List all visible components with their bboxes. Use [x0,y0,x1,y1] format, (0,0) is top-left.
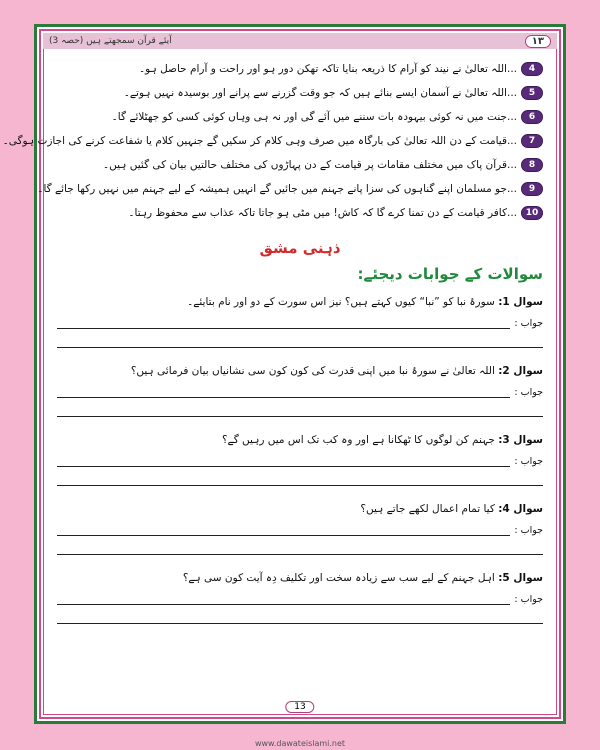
question-label: سوال 4: [498,503,543,515]
item-text: ...جنت میں نہ کوئی بیہودہ بات سننے میں آئے گی اور نہ ہی وہاں کوئی کسی کو جھٹلائے گا۔ [111,111,517,123]
question-text: اللہ تعالیٰ نے سورۂ نبا میں اپنی قدرت کی کون کون سی نشانیاں بیان فرمائی ہیں؟ [130,365,495,377]
answer-rule[interactable] [57,593,510,605]
item-text: ...کافر قیامت کے دن تمنا کرے گا کہ کاش! میں مٹی ہو جاتا تاکہ عذاب سے محفوظ رہتا۔ [128,207,517,219]
item-number-badge: 7 [521,134,543,148]
header-title: آیئے قرآن سمجھتے ہیں (حصہ 3) [49,36,172,46]
item-number-badge: 10 [521,206,543,220]
answer-line[interactable] [57,449,543,467]
item-number-badge: 6 [521,110,543,124]
list-item [57,57,543,81]
answers-heading: سوالات کے جوابات دیجئے: [357,265,543,283]
list-item [2,129,543,153]
page-header [43,33,557,49]
answer-rule[interactable] [57,524,510,536]
answer-blank-line[interactable] [57,467,543,486]
website-url: www.dawateislami.net [254,739,346,748]
question [57,431,543,449]
answer-blank-line[interactable] [57,398,543,417]
answer-blank-line[interactable] [57,536,543,555]
answer-label: جواب : [514,594,543,605]
answer-label: جواب : [514,318,543,329]
question-label: سوال 5: [498,572,543,584]
exercise-title: ذہنی مشق [259,239,341,257]
question-text: سورۂ نبا کو ”نبا“ کیوں کہتے ہیں؟ نیز اس سورت کے دو اور نام بتایئے۔ [187,296,495,308]
question-label: سوال 3: [498,434,543,446]
answer-rule[interactable] [57,386,510,398]
answer-blank-line[interactable] [57,329,543,348]
answer-line[interactable] [57,587,543,605]
question [57,569,543,587]
question-label: سوال 2: [498,365,543,377]
list-item [57,153,543,177]
page-content [2,57,543,624]
list-item [57,105,543,129]
page-frame [2,24,566,724]
answer-rule[interactable] [57,317,510,329]
item-number-badge: 4 [521,62,543,76]
header-page-number: ۱۳ [525,35,551,48]
item-text: ...جو مسلمان اپنے گناہوں کی سزا پانے جہنم میں جائیں گے انہیں ہمیشہ کے لیے جہنم میں نہیں رکھا جائے گا۔ [37,183,517,195]
answer-blank-line[interactable] [57,605,543,624]
answer-rule[interactable] [57,455,510,467]
question-text: جہنم کن لوگوں کا ٹھکانا ہے اور وہ کب تک اس میں رہیں گے؟ [221,434,495,446]
answer-line[interactable] [57,518,543,536]
list-item [37,177,543,201]
answer-line[interactable] [57,311,543,329]
question-text: کیا تمام اعمال لکھے جاتے ہیں؟ [360,503,495,515]
question [57,500,543,518]
list-item [57,81,543,105]
item-number-badge: 5 [521,86,543,100]
item-text: ...اللہ تعالیٰ نے آسمان ایسے بنائے ہیں کہ جو وقت گزرنے سے پرانے اور بوسیدہ نہیں ہوتے۔ [123,87,517,99]
answer-line[interactable] [57,380,543,398]
list-item [57,201,543,225]
question-text: اہل جہنم کے لیے سب سے زیادہ سخت اور تکلیف دِہ آیت کون سی ہے؟ [182,572,495,584]
question-label: سوال 1: [498,296,543,308]
item-text: ...قرآن پاک میں مختلف مقامات پر قیامت کے دن پہاڑوں کی مختلف حالتیں بیان کی گئیں ہیں۔ [102,159,517,171]
answer-label: جواب : [514,456,543,467]
item-number-badge: 8 [521,158,543,172]
answer-label: جواب : [514,525,543,536]
item-text: ...قیامت کے دن اللہ تعالیٰ کی بارگاہ میں صرف وہی کلام کر سکیں گے جنہیں کلام یا شفاعت کرنے کی اجازت ہوگی۔ [2,135,517,147]
answer-label: جواب : [514,387,543,398]
question [57,293,543,311]
item-number-badge: 9 [521,182,543,196]
question [57,362,543,380]
item-text: ...اللہ تعالیٰ نے نیند کو آرام کا ذریعہ بنایا تاکہ تھکن دور ہو اور راحت و آرام حاصل ہو۔ [139,63,517,75]
footer-page-number: 13 [285,701,314,713]
